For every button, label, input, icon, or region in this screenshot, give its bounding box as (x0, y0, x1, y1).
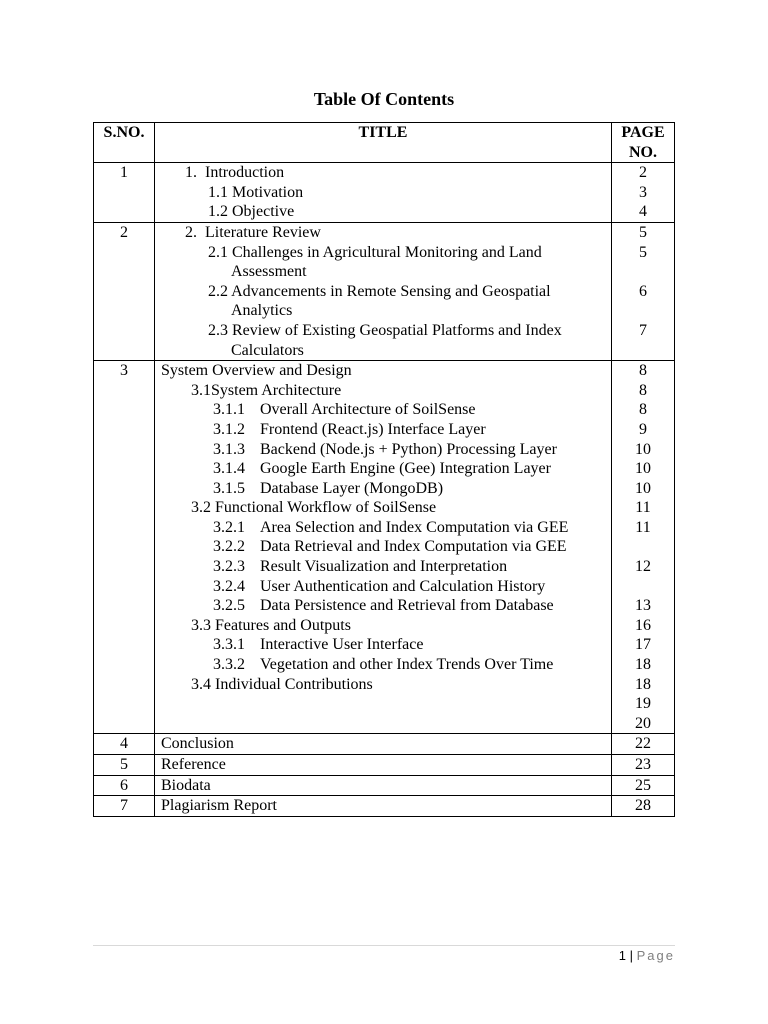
toc-entry (161, 479, 607, 499)
page-number: 18 (635, 656, 651, 674)
entry-text: Vegetation and other Index Trends Over Time (260, 656, 554, 674)
row-sno: 5 (94, 755, 155, 776)
page-number: 8 (639, 381, 647, 399)
toc-entry (161, 557, 607, 577)
footer-divider (93, 945, 675, 946)
page-footer (619, 948, 675, 963)
entry-text: 2.2 Advancements in Remote Sensing and Geospatial Analytics (208, 282, 551, 320)
header-page (612, 123, 675, 163)
toc-entry (161, 596, 607, 616)
entry-text: Result Visualization and Interpretation (260, 558, 508, 576)
toc-entry (161, 655, 607, 675)
row-page-cell (612, 361, 675, 734)
toc-entry (161, 183, 607, 203)
entry-text: Introduction (205, 164, 285, 182)
toc-entry (161, 577, 607, 597)
footer-page-word: Page (636, 948, 675, 963)
entry-number: 3.3.2 (213, 656, 245, 674)
entry-text: Frontend (React.js) Interface Layer (260, 420, 486, 438)
toc-entry (161, 202, 607, 222)
page-number: 8 (639, 362, 647, 380)
toc-entry (161, 635, 607, 655)
page-number: 3 (639, 183, 647, 201)
page-number: 10 (635, 440, 651, 458)
entry-text: Features and Outputs (215, 616, 351, 634)
toc-entry (161, 518, 607, 538)
entry-number: 3.1.4 (213, 460, 245, 478)
page-number: 11 (635, 499, 651, 517)
toc-entry (161, 223, 607, 243)
toc-entry (161, 616, 607, 636)
table-row (94, 755, 675, 776)
toc-entry (161, 243, 607, 282)
entry-text: Google Earth Engine (Gee) Integration Layer (260, 460, 551, 478)
entry-number: 3.2.4 (213, 577, 245, 595)
entry-text: 2.1 Challenges in Agricultural Monitoring and Land Assessment (208, 243, 542, 281)
page-title: Table Of Contents (313, 89, 455, 109)
toc-entry (161, 282, 607, 321)
table-row (94, 734, 675, 755)
entry-number: 3.1.1 (213, 401, 245, 419)
page-number: 10 (635, 479, 651, 497)
header-sno: S.NO. (94, 123, 155, 163)
page-number: 11 (635, 518, 651, 536)
toc-entry (161, 537, 607, 557)
entry-text: User Authentication and Calculation History (260, 577, 546, 595)
row-sno: 2 (94, 222, 155, 360)
entry-text: Overall Architecture of SoilSense (260, 401, 476, 419)
toc-entry (161, 400, 607, 420)
page-number: 22 (612, 734, 675, 755)
entry-number: 3.1.3 (213, 440, 245, 458)
toc-table (93, 122, 675, 817)
header-title: TITLE (155, 123, 612, 163)
toc-entry (161, 381, 607, 401)
entry-text: Reference (155, 755, 612, 776)
entry-number: 3.3.1 (213, 636, 245, 654)
toc-entry (161, 321, 607, 360)
entry-text: Biodata (155, 775, 612, 796)
footer-page-number: 1 (618, 948, 626, 963)
toc-entry (161, 361, 607, 381)
footer-separator: | (629, 948, 633, 963)
table-row (94, 361, 675, 734)
page-number: 5 (639, 223, 647, 241)
toc-entry (161, 420, 607, 440)
page-number: 5 (639, 243, 647, 261)
header-page-line1: PAGE (621, 124, 665, 141)
header-page-line2: NO. (629, 143, 657, 161)
page-number: 17 (635, 636, 651, 654)
entry-number: 3.3 (191, 616, 215, 634)
entry-text: Functional Workflow of SoilSense (215, 499, 437, 517)
page-number: 23 (612, 755, 675, 776)
toc-entry (161, 440, 607, 460)
page-number: 20 (635, 714, 651, 732)
page-number: 16 (635, 616, 651, 634)
toc-entry (161, 459, 607, 479)
row-title-cell (155, 361, 612, 734)
entry-text: Backend (Node.js + Python) Processing Layer (260, 440, 557, 458)
toc-entry (161, 675, 607, 695)
page-number: 4 (639, 203, 647, 221)
entry-text: Individual Contributions (215, 675, 373, 693)
row-page-cell (612, 222, 675, 360)
page-number: 10 (635, 460, 651, 478)
toc-entry (161, 498, 607, 518)
page-number: 2 (639, 164, 647, 182)
entry-text: System Overview and Design (161, 362, 352, 380)
table-row (94, 222, 675, 360)
entry-text: Database Layer (MongoDB) (260, 479, 444, 497)
row-sno: 6 (94, 775, 155, 796)
page-number: 28 (612, 796, 675, 817)
row-sno: 1 (94, 163, 155, 223)
entry-text: System Architecture (211, 381, 342, 399)
row-page-cell (612, 163, 675, 223)
page-number: 13 (635, 597, 651, 615)
row-title-cell (155, 163, 612, 223)
entry-text: 2.3 Review of Existing Geospatial Platforms and Index Calculators (208, 321, 562, 359)
entry-text: 1.2 Objective (208, 203, 295, 221)
row-sno: 3 (94, 361, 155, 734)
row-title-cell (155, 222, 612, 360)
entry-number: 3.2.5 (213, 597, 245, 615)
entry-number: 3.4 (191, 675, 215, 693)
page-number: 6 (639, 282, 647, 300)
page-number: 8 (639, 401, 647, 419)
entry-text: Interactive User Interface (260, 636, 424, 654)
entry-text: Area Selection and Index Computation via GEE (260, 518, 569, 536)
page-number: 25 (612, 775, 675, 796)
page-number: 7 (639, 321, 647, 339)
entry-number: 1. (185, 164, 205, 182)
toc-entry (161, 163, 607, 183)
entry-text: Data Retrieval and Index Computation via GEE (260, 538, 567, 556)
entry-number: 3.2 (191, 499, 215, 517)
entry-text: Plagiarism Report (155, 796, 612, 817)
table-header-row (94, 123, 675, 163)
page-number: 18 (635, 675, 651, 693)
entry-number: 2. (185, 223, 205, 241)
page-number: 12 (635, 558, 651, 576)
entry-number: 3.1 (191, 381, 211, 399)
entry-number: 3.1.5 (213, 479, 245, 497)
entry-number: 3.2.2 (213, 538, 245, 556)
entry-text: Conclusion (155, 734, 612, 755)
table-row (94, 163, 675, 223)
entry-text: Data Persistence and Retrieval from Database (260, 597, 554, 615)
entry-number: 3.2.3 (213, 558, 245, 576)
row-sno: 4 (94, 734, 155, 755)
page-number: 19 (635, 695, 651, 713)
row-sno: 7 (94, 796, 155, 817)
page-number: 9 (639, 420, 647, 438)
table-row (94, 796, 675, 817)
entry-number: 3.2.1 (213, 518, 245, 536)
table-row (94, 775, 675, 796)
entry-number: 3.1.2 (213, 420, 245, 438)
entry-text: Literature Review (205, 223, 321, 241)
entry-text: 1.1 Motivation (208, 183, 304, 201)
